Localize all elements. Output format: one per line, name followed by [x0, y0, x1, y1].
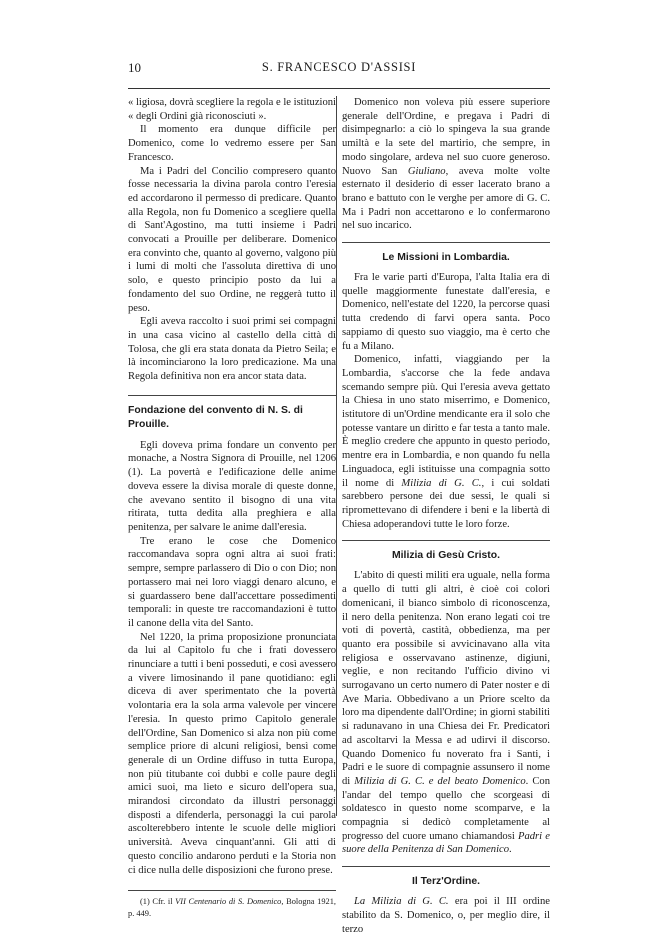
paragraph: Ma i Padri del Concilio compresero quanto fosse necessaria la divina parola contro l'eresia ed accordarono il permesso di predicare. Quanto alla Regola, non fu Domenico a scegliere quella di Sant'Agostino, ma tutti insieme i Padri convocati a Prouille per deliberare. Domenico era convinto che, quanto al governo, valgono più i lumi di molti che l'assoluta direttiva di uno solo, e questo principio posto da lui a fondamento del suo Ordine, ne reggerà tutto il peso. — [128, 165, 336, 314]
italic-text: Padri e suore della Penitenza di San Domenico — [342, 830, 551, 856]
section-rule — [342, 242, 550, 243]
page-header — [128, 60, 550, 80]
page-number: 10 — [128, 60, 141, 75]
paragraph: « ligiosa, dovrà scegliere la regola e le istituzioni « degli Ordini già riconosciuti ». — [128, 97, 336, 122]
section-rule — [342, 540, 550, 541]
paragraph: Nel 1220, la prima proposizione pronunciata da lui al Capitolo fu che i frati dovessero rinunciare a tutti i beni posseduti, e così avessero a vivere limosinando il pane quotidiano: egli diceva di aver sperimentato che la povertà volontaria era la sola arma valevole per vincere l'eresia. In questo primo Capitolo generale dell'Ordine, San Domenico si alza non più come semplice priore di alcuni religiosi, bensì come generale di un Ordine diffuso in tutta Europa, non più titubante coi dubbi e colle paure degli amici suoi, ma lieto e sicuro dell'opera sua, mirandosi circondato da illustri personaggi disposti a difenderla, personaggi la cui parola ascolterebbero intente le scuole delle migliori università. Aveva cinquant'anni. Gli atti di questo concilio andarono perduti e la Storia non ci dice nulla delle disposizioni che furono prese. — [128, 631, 336, 876]
text-run: Domenico non voleva più essere superiore generale dell'Ordine, e pregava i Padri di disimpegnarlo: a ciò lo spingeva la sua grande umiltà e la sete del martirio, che sempre, in modo singolare, ardeva nel suo cuore generoso. Nuovo San — [342, 97, 550, 177]
italic-text: Giuliano — [407, 165, 446, 177]
section-heading-milizia: Milizia di Gesù Cristo. — [392, 550, 500, 562]
italic-text: Milizia di G. C. — [401, 477, 482, 489]
paragraph — [342, 96, 550, 233]
column-divider — [336, 96, 337, 816]
paragraph: Egli doveva prima fondare un convento per monache, a Nostra Signora di Prouille, nel 1206 (1). La povertà e l'edificazione delle anime doveva essere la divisa morale di queste donne, che avevano sentito il bisogno di una vita ritirata, tutta dedita alla preghiera e alla penitenza, per salvare le anime dall'eresia. — [128, 439, 336, 533]
paragraph: Egli aveva raccolto i suoi primi sei compagni in una casa vicino al castello della città di Tolosa, che gli era stata donata da Pietro Seila; e là incominciarono la loro predicazione. Ma una Regola definitiva non era ancor stata data. — [128, 316, 336, 383]
section-rule — [128, 395, 336, 396]
text-run: . — [509, 844, 512, 856]
text-run: , i cui soldati sarebbero persone dei due sessi, le quali si ripromettevano di difendere i beni e la libertà di Chiesa adoperandovi tutte le loro forze. — [342, 477, 550, 530]
header-rule — [128, 88, 550, 89]
text-run: . Con l'andar del tempo quello che scorgeasi di soldatesco in questo nome scomparve, e la compagnia si dedicò completamente al progresso del cuore umano chiamandosi — [342, 775, 550, 842]
footnote-suffix: , Bologna 1921, p. 449. — [128, 897, 336, 918]
text-run: L'abito di questi militi era uguale, nella forma a quello di tutti gli altri, è cioè coi colori domenicani, il bianco simbolo di riconoscenza, il nero della penitenza. Non erano legati coi tre voti di povertà, castità, obbedienza, ma per quanto era possibile si avvicinavano alla vita religiosa e osservavano astinenze, digiuni, veglie, e non recitando l'ufficio divino vi surrogavano un certo numero di Pater noster e di Ave Maria. Obbedivano a un Priore scelto da loro ma dipendente dall'Ordine; in giorni stabiliti si radunavano in una Chiesa dei Fr. Predicatori ad ascoltarvi la Messa e ad udirvi il discorso. Quando Domenico fu noverato fra i Santi, i Padri e le suore di compagnie assunsero il nome di — [342, 570, 550, 787]
section-heading-lombardia: Le Missioni in Lombardia. — [382, 252, 510, 264]
footnote-rule — [128, 890, 336, 891]
italic-text: La Milizia di G. C. — [354, 896, 449, 908]
text-run: era poi il III ordine stabilito da S. Domenico, o, per meglio dire, il terzo — [342, 896, 550, 935]
paragraph — [342, 353, 550, 531]
section-heading-prouille: Fondazione del convento di N. S. di Prouille. — [128, 404, 303, 430]
paragraph: Il momento era dunque difficile per Domenico, come lo vedremo essere per San Francesco. — [128, 124, 336, 163]
text-run: , aveva molte volte esternato il desiderio di esser lacerato brano a brano e battuto con le verghe per amore di G. C. Ma i Padri non accettarono e lo confermarono nel suo incarico. — [342, 165, 550, 232]
paragraph — [342, 895, 550, 936]
italic-text: Milizia di G. C. e del beato Domenico — [354, 775, 526, 787]
paragraph: Fra le varie parti d'Europa, l'alta Italia era di quelle maggiormente funestate dall'eresia, e Domenico, nell'estate del 1220, la percorse quasi tutta credendo di farvi opera santa. Poco sappiamo di questo suo viaggio, ma è certo che fu a Milano. — [342, 272, 550, 352]
running-title: S. FRANCESCO D'ASSISI — [261, 60, 417, 74]
section-rule — [342, 866, 550, 867]
footnote-title: VII Centenario di S. Domenico — [175, 897, 282, 907]
footnote-prefix: (1) Cfr. il — [140, 897, 176, 907]
text-run: Domenico, infatti, viaggiando per la Lombardia, s'accorse che la fede andava scemando sempre più. Qui l'eresia aveva gettato la Chiesa in uno stato miserrimo, e Domenico, istitutore di un'Ordine mendicante era il solo che potesse vantare un diritto e far testa a tanto male. È meglio credere che appunto in questo periodo, mentre era in Lombardia, e non quando fu nella Linguadoca, egli istituisse una compagnia sotto il nome di — [342, 354, 550, 489]
paragraph — [342, 569, 550, 857]
right-column — [342, 96, 550, 936]
left-column — [128, 96, 336, 919]
section-heading-terzordine: Il Terz'Ordine. — [411, 876, 481, 888]
paragraph: Tre erano le cose che Domenico raccomandava sopra ogni altra ai suoi frati: sempre, sempre parlassero di Dio o con Dio; non portassero mai nei loro viaggi denaro alcuno, e si guardassero bene dall'accettare possedimenti temporali: in queste tre raccomandazioni è tutto il canone della vita del Santo. — [128, 535, 336, 629]
